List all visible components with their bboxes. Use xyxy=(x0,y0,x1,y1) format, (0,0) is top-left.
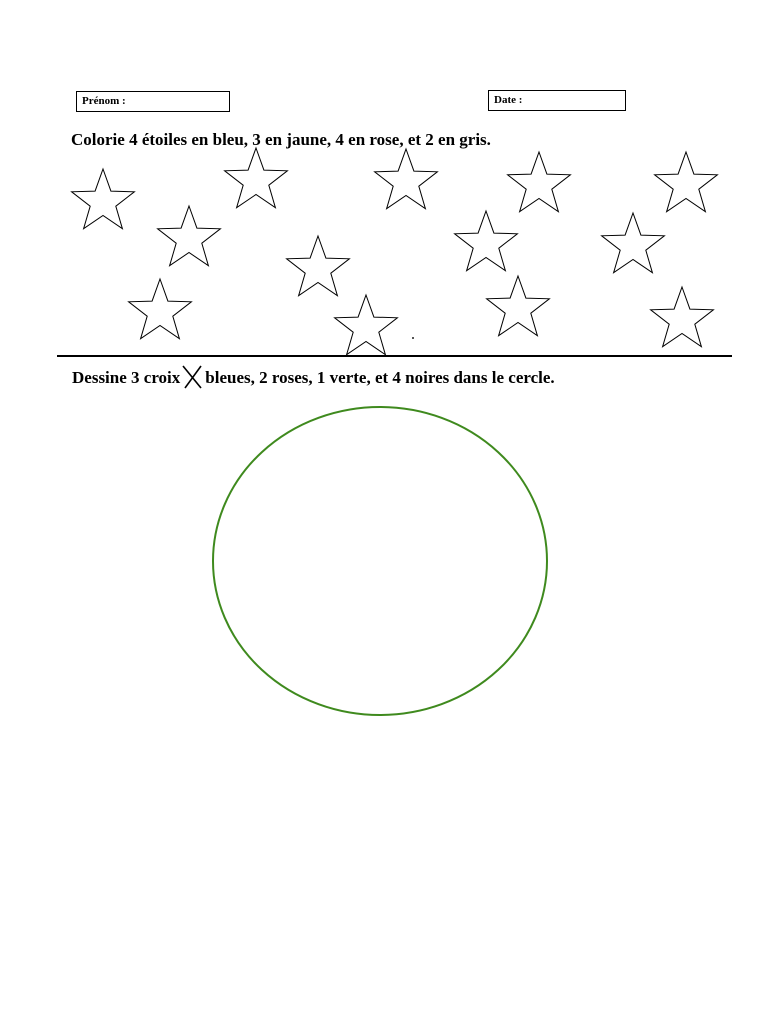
crosses-instruction-end: bleues, 2 roses, 1 verte, et 4 noires dans le cercle. xyxy=(205,368,555,387)
star-8[interactable] xyxy=(455,211,518,271)
star-2[interactable] xyxy=(225,148,288,208)
date-label: Date : xyxy=(494,94,523,106)
section-divider xyxy=(57,355,732,357)
cross-icon xyxy=(181,364,203,390)
crosses-instruction-start: Dessine 3 croix xyxy=(72,368,181,387)
star-1[interactable] xyxy=(72,169,135,229)
drawing-circle[interactable] xyxy=(205,400,555,722)
star-9[interactable] xyxy=(602,213,665,273)
star-7[interactable] xyxy=(287,236,350,296)
stars-group xyxy=(0,0,768,360)
star-13[interactable] xyxy=(651,287,714,347)
star-5[interactable] xyxy=(655,152,718,212)
prenom-label: Prénom : xyxy=(82,95,126,107)
star-6[interactable] xyxy=(158,206,221,266)
star-4[interactable] xyxy=(508,152,571,212)
star-10[interactable] xyxy=(129,279,192,339)
star-11[interactable] xyxy=(335,295,398,355)
star-3[interactable] xyxy=(375,149,438,209)
crosses-instruction xyxy=(72,368,555,390)
star-12[interactable] xyxy=(487,276,550,336)
stars-instruction: Colorie 4 étoiles en bleu, 3 en jaune, 4 en rose, et 2 en gris. xyxy=(71,130,491,149)
stray-mark xyxy=(412,337,414,339)
